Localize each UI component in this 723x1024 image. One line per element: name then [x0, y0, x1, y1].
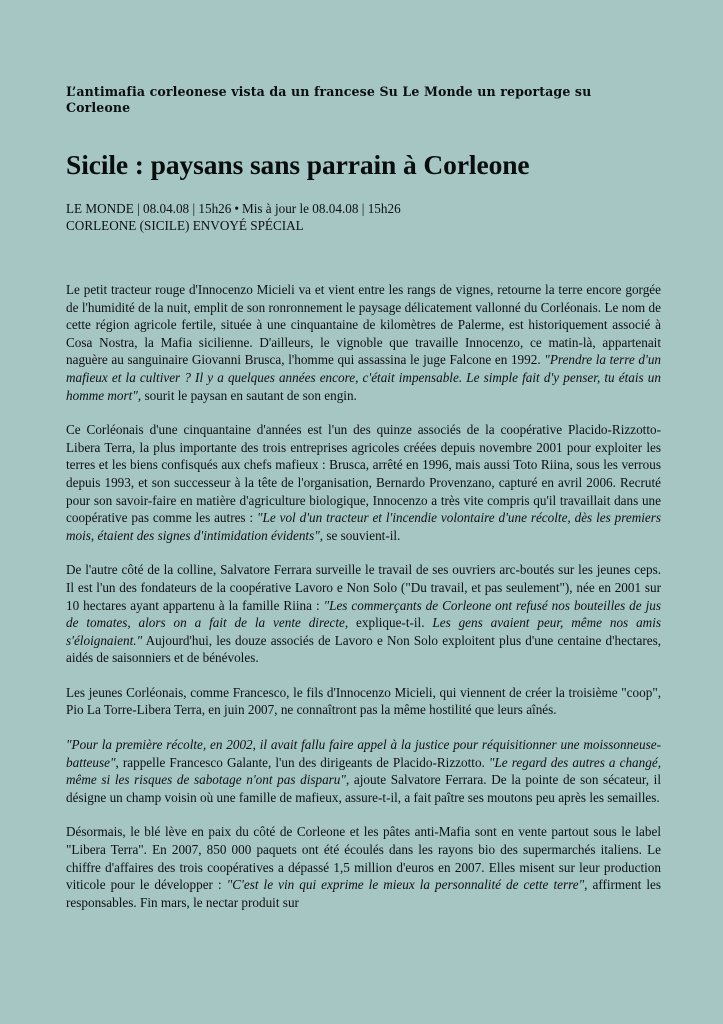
quoted-text: "Le vol d'un tracteur et l'incendie volontaire d'une récolte, dès les premiers mois, étaient des signes d'intimidation évidents" — [66, 510, 662, 543]
body-text: De l'autre côté de la colline, Salvatore Ferrara surveille le travail de ses ouvriers arc-boutés sur les jeunes ceps. Il est l'un des fondateurs de la coopérative Lavoro e Non Solo ("Du travail, et pas seulement"), née en 2001 sur 10 hectares ayant appartenu à la famille Riina : — [66, 562, 661, 613]
article-paragraph — [66, 736, 661, 806]
article-paragraph — [66, 561, 661, 667]
article-paragraph — [66, 823, 661, 911]
quoted-text: "Prendre la terre d'un mafieux et la cultiver ? Il y a quelques années encore, c'était impensable. Le simple fait d'y penser, tu étais un homme mort" — [66, 352, 662, 403]
body-text: , se souvient-il. — [319, 527, 401, 543]
body-text: , rappelle Francesco Galante, l'un des dirigeants de Placido-Rizzotto. — [115, 754, 489, 770]
byline-source: LE MONDE | 08.04.08 | 15h26 — [66, 201, 232, 216]
body-text: Ce Corléonais d'une cinquantaine d'années est l'un des quinze associés de la coopérative Placido-Rizzotto-Libera Terra, la plus importante des trois entreprises agricoles créées depuis novembre 2001 pour exploiter les terres et les biens confisqués aux chefs mafieux : Brusca, arrêté en 1996, mais aussi Toto Riina, sous les verrous depuis 1993, et son successeur à la tête de l'organisation, Bernardo Provenzano, capturé en avril 2006. Recruté pour son savoir-faire en matière d'agriculture biologique, Innocenzo a très vite compris qu'il travaillait dans une coopérative pas comme les autres : — [66, 422, 661, 526]
body-text: Le petit tracteur rouge d'Innocenzo Micieli va et vient entre les rangs de vignes, retourne la terre encore gorgée de l'humidité de la nuit, emplit de son ronronnement le paysage délicatement vallonné du Corléonais. Le nom de cette région agricole fertile, située à une cinquantaine de kilomètres de Palerme, est historiquement associé à Cosa Nostra, la Mafia sicilienne. D'ailleurs, le vignoble que travaille Innocenzo, ce matin-là, appartenait naguère au sanguinaire Giovanni Brusca, l'homme qui assassina le juge Falcone en 1992. — [66, 282, 661, 368]
body-text: , ajoute Salvatore Ferrara. De la pointe de son sécateur, il désigne un champ voisin où une famille de mafieux, assure-t-il, a fait paître ses moutons peu après les semailles. — [66, 772, 661, 805]
article-body — [66, 281, 661, 911]
quoted-text: "C'est le vin qui exprime le mieux la personnalité de cette terre" — [226, 877, 585, 893]
byline-separator-icon: • — [234, 201, 239, 216]
article-kicker: L’antimafia corleonese vista da un francese Su Le Monde un reportage su Corleone — [66, 84, 592, 115]
byline-updated: Mis à jour le 08.04.08 | 15h26 — [241, 201, 401, 216]
quoted-text: "Le regard des autres a changé, même si les risques de sabotage n'ont pas disparu" — [66, 754, 661, 788]
page-title: Sicile : paysans sans parrain à Corleone — [66, 149, 530, 180]
byline-line-1 — [66, 201, 661, 218]
quoted-text: Les gens avaient peur, même nos amis s'éloignaient." — [66, 615, 661, 648]
article-paragraph — [66, 421, 661, 544]
body-text: Les jeunes Corléonais, comme Francesco, le fils d'Innocenzo Micieli, qui viennent de créer la troisième "coop", Pio La Torre-Libera Terra, en juin 2007, ne connaîtront pas la même hostilité que leurs aînés. — [66, 684, 661, 718]
body-text: , sourit le paysan en sautant de son engin. — [137, 387, 357, 403]
body-text: Désormais, le blé lève en paix du côté de Corleone et les pâtes anti-Mafia sont en vente partout sous le label "Libera Terra". En 2007, 850 000 paquets ont été écoulés dans les rayons bio des supermarchés italiens. Le chiffre d'affaires des trois coopératives a dépassé 1,5 million d'euros en 2007. Elles misent sur leur production viticole pour le développer : — [66, 824, 661, 893]
quoted-text: "Pour la première récolte, en 2002, il avait fallu faire appel à la justice pour réquisitionner une moissonneuse-batteuse" — [66, 737, 661, 770]
quoted-text: "Les commerçants de Corleone ont refusé nos bouteilles de jus de tomates, alors on a fait de la vente directe — [66, 597, 661, 631]
body-text: Aujourd'hui, les douze associés de Lavoro e Non Solo exploitent plus d'une centaine d'hectares, aidés de saisonniers et de bénévoles. — [66, 632, 661, 666]
body-text: , explique-t-il. — [344, 615, 433, 631]
body-text: , affirment les responsables. Fin mars, le nectar produit sur — [66, 877, 661, 910]
article-paragraph — [66, 684, 661, 719]
byline-dateline: CORLEONE (SICILE) ENVOYÉ SPÉCIAL — [66, 217, 304, 233]
byline — [66, 201, 661, 234]
article-paragraph — [66, 281, 661, 404]
